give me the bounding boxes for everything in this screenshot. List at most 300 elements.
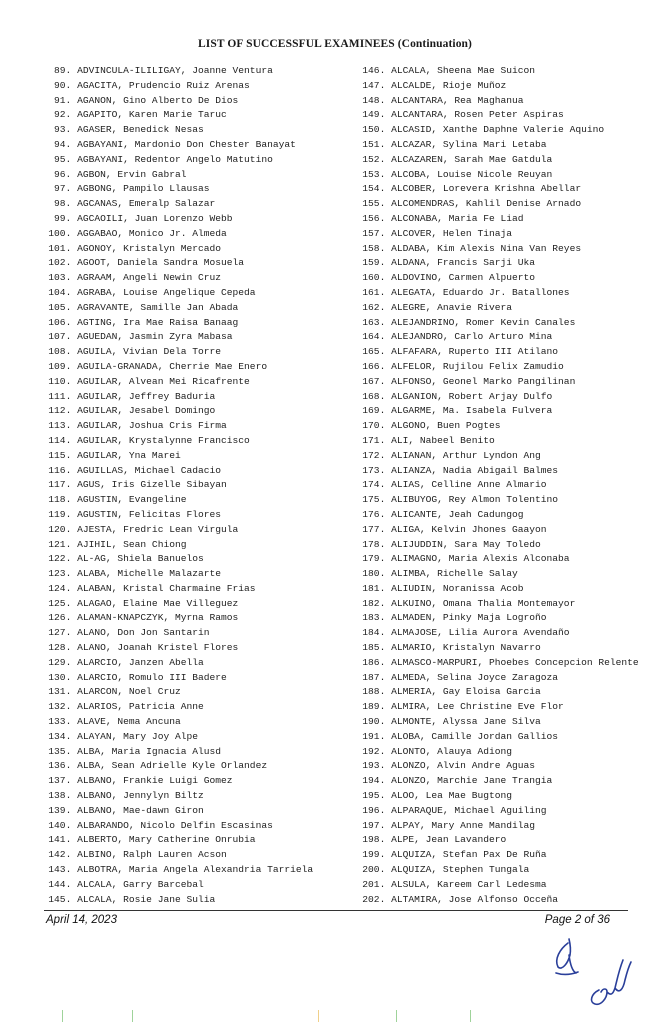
examinee-number: 115. bbox=[48, 449, 72, 461]
examinee-number: 165. bbox=[362, 346, 386, 358]
examinee-name: ALANO, Joanah Kristel Flores bbox=[77, 642, 239, 654]
examinee-number: 110. bbox=[48, 375, 72, 387]
examinee-name: AGUSTIN, Evangeline bbox=[77, 494, 187, 506]
examinee-number: 166. bbox=[362, 360, 386, 372]
examinee-row bbox=[46, 493, 313, 508]
examinee-number: 155. bbox=[362, 198, 386, 210]
examinee-name: ALEGRE, Anavie Rivera bbox=[391, 301, 512, 313]
examinee-number: 171. bbox=[362, 434, 386, 446]
examinee-name: ALQUIZA, Stefan Pax De Ruña bbox=[391, 849, 547, 861]
examinee-name: ALCOBER, Lorevera Krishna Abellar bbox=[391, 183, 582, 195]
examinee-row bbox=[360, 582, 639, 597]
examinee-number: 191. bbox=[362, 730, 386, 742]
examinee-name: ALPARAQUE, Michael Aguiling bbox=[391, 804, 547, 816]
examinee-number: 97. bbox=[54, 183, 72, 195]
examinee-row bbox=[46, 360, 313, 375]
examinee-row bbox=[360, 730, 639, 745]
examinee-row bbox=[360, 508, 639, 523]
examinee-number: 178. bbox=[362, 538, 386, 550]
examinee-number: 158. bbox=[362, 242, 386, 254]
examinee-number: 105. bbox=[48, 301, 72, 313]
examinee-number: 181. bbox=[362, 582, 386, 594]
examinee-name: AGASER, Benedick Nesas bbox=[77, 124, 204, 136]
examinee-row bbox=[46, 641, 313, 656]
examinee-row bbox=[46, 878, 313, 893]
examinee-row bbox=[46, 212, 313, 227]
examinee-row bbox=[360, 833, 639, 848]
examinee-list-left bbox=[46, 64, 313, 907]
examinee-number: 188. bbox=[362, 686, 386, 698]
examinee-name: AGRABA, Louise Angelique Cepeda bbox=[77, 286, 256, 298]
examinee-name: AGUILAR, Jesabel Domingo bbox=[77, 405, 216, 417]
examinee-name: ALAVE, Nema Ancuna bbox=[77, 716, 181, 728]
examinee-name: ALPAY, Mary Anne Mandilag bbox=[391, 819, 536, 831]
examinee-number: 121. bbox=[48, 538, 72, 550]
examinee-name: AGGABAO, Monico Jr. Almeda bbox=[77, 227, 227, 239]
examinee-row bbox=[46, 538, 313, 553]
examinee-name: ALCANTARA, Rea Maghanua bbox=[391, 94, 524, 106]
examinee-row bbox=[46, 434, 313, 449]
examinee-row bbox=[360, 863, 639, 878]
examinee-row bbox=[46, 582, 313, 597]
examinee-row bbox=[46, 774, 313, 789]
examinee-row bbox=[360, 256, 639, 271]
examinee-row bbox=[46, 64, 313, 79]
examinee-name: ALGANION, Robert Arjay Dulfo bbox=[391, 390, 553, 402]
examinee-number: 157. bbox=[362, 227, 386, 239]
examinee-name: AGCAOILI, Juan Lorenzo Webb bbox=[77, 212, 233, 224]
examinee-row bbox=[46, 597, 313, 612]
examinee-name: ALMADEN, Pinky Maja Logroño bbox=[391, 612, 547, 624]
examinee-row bbox=[46, 242, 313, 257]
examinee-number: 141. bbox=[48, 834, 72, 846]
examinee-number: 94. bbox=[54, 138, 72, 150]
examinee-row bbox=[360, 301, 639, 316]
examinee-row bbox=[360, 789, 639, 804]
examinee-name: ALIANZA, Nadia Abigail Balmes bbox=[391, 464, 559, 476]
examinee-name: ALOO, Lea Mae Bugtong bbox=[391, 790, 512, 802]
examinee-row bbox=[360, 538, 639, 553]
examinee-row bbox=[46, 227, 313, 242]
examinee-name: ALABAN, Kristal Charmaine Frias bbox=[77, 582, 256, 594]
examinee-name: AGUILAR, Alvean Mei Ricafrente bbox=[77, 375, 250, 387]
examinee-name: ALGONO, Buen Pogtes bbox=[391, 420, 501, 432]
examinee-name: ALGARME, Ma. Isabela Fulvera bbox=[391, 405, 553, 417]
examinee-row bbox=[46, 94, 313, 109]
examinee-name: ALCONABA, Maria Fe Liad bbox=[391, 212, 524, 224]
examinee-row bbox=[360, 404, 639, 419]
examinee-name: ALONZO, Alvin Andre Aguas bbox=[391, 760, 536, 772]
examinee-number: 95. bbox=[54, 153, 72, 165]
examinee-name: ALANO, Don Jon Santarin bbox=[77, 627, 210, 639]
examinee-name: AJESTA, Fredric Lean Virgula bbox=[77, 523, 239, 535]
examinee-number: 174. bbox=[362, 479, 386, 491]
examinee-name: AGBON, Ervin Gabral bbox=[77, 168, 187, 180]
examinee-name: ALIANAN, Arthur Lyndon Ang bbox=[391, 449, 541, 461]
examinee-name: ALBA, Sean Adrielle Kyle Orlandez bbox=[77, 760, 268, 772]
examinee-number: 176. bbox=[362, 508, 386, 520]
examinee-row bbox=[46, 79, 313, 94]
examinee-name: ALOBA, Camille Jordan Gallios bbox=[391, 730, 559, 742]
examinee-name: AGBAYANI, Redentor Angelo Matutino bbox=[77, 153, 273, 165]
examinee-name: ALABA, Michelle Malazarte bbox=[77, 568, 222, 580]
examinee-row bbox=[360, 79, 639, 94]
examinee-name: ALIMBA, Richelle Salay bbox=[391, 568, 518, 580]
examinee-name: ALCOVER, Helen Tinaja bbox=[391, 227, 512, 239]
examinee-number: 127. bbox=[48, 627, 72, 639]
examinee-row bbox=[360, 227, 639, 242]
signature-initial-2 bbox=[585, 950, 635, 1010]
footer-date: April 14, 2023 bbox=[46, 914, 117, 926]
examinee-name: ALSULA, Kareem Carl Ledesma bbox=[391, 878, 547, 890]
examinee-name: ALBERTO, Mary Catherine Onrubia bbox=[77, 834, 256, 846]
examinee-number: 167. bbox=[362, 375, 386, 387]
examinee-number: 180. bbox=[362, 568, 386, 580]
examinee-name: ALIBUYOG, Rey Almon Tolentino bbox=[391, 494, 559, 506]
examinee-row bbox=[46, 833, 313, 848]
examinee-number: 98. bbox=[54, 198, 72, 210]
examinee-number: 190. bbox=[362, 716, 386, 728]
examinee-number: 193. bbox=[362, 760, 386, 772]
examinee-name: ALMIRA, Lee Christine Eve Flor bbox=[391, 701, 564, 713]
examinee-row bbox=[46, 759, 313, 774]
examinee-row bbox=[360, 390, 639, 405]
examinee-row bbox=[46, 449, 313, 464]
examinee-row bbox=[360, 419, 639, 434]
examinee-row bbox=[360, 449, 639, 464]
examinee-row bbox=[360, 700, 639, 715]
examinee-row bbox=[46, 671, 313, 686]
examinee-name: AGUS, Iris Gizelle Sibayan bbox=[77, 479, 227, 491]
examinee-number: 154. bbox=[362, 183, 386, 195]
examinee-name: ALEGATA, Eduardo Jr. Batallones bbox=[391, 286, 570, 298]
examinee-row bbox=[360, 212, 639, 227]
examinee-row bbox=[46, 375, 313, 390]
examinee-row bbox=[360, 656, 639, 671]
examinee-number: 173. bbox=[362, 464, 386, 476]
examinee-number: 139. bbox=[48, 804, 72, 816]
page-title: LIST OF SUCCESSFUL EXAMINEES (Continuation) bbox=[198, 38, 472, 50]
examinee-name: AGUILLAS, Michael Cadacio bbox=[77, 464, 222, 476]
examinee-row bbox=[360, 375, 639, 390]
examinee-number: 100. bbox=[48, 227, 72, 239]
examinee-number: 200. bbox=[362, 864, 386, 876]
examinee-name: ALQUIZA, Stephen Tungala bbox=[391, 864, 530, 876]
examinee-row bbox=[46, 256, 313, 271]
examinee-name: ALEJANDRO, Carlo Arturo Mina bbox=[391, 331, 553, 343]
examinee-name: ALARIOS, Patricia Anne bbox=[77, 701, 204, 713]
examinee-list-right bbox=[360, 64, 639, 907]
examinee-row bbox=[360, 464, 639, 479]
examinee-row bbox=[360, 685, 639, 700]
examinee-number: 131. bbox=[48, 686, 72, 698]
examinee-name: ALMERIA, Gay Eloisa Garcia bbox=[391, 686, 541, 698]
examinee-number: 187. bbox=[362, 671, 386, 683]
examinee-name: ALTAMIRA, Jose Alfonso Occeña bbox=[391, 893, 559, 905]
examinee-number: 159. bbox=[362, 257, 386, 269]
examinee-number: 132. bbox=[48, 701, 72, 713]
examinee-row bbox=[360, 671, 639, 686]
examinee-name: ALARCON, Noel Cruz bbox=[77, 686, 181, 698]
examinee-number: 170. bbox=[362, 420, 386, 432]
examinee-row bbox=[360, 360, 639, 375]
examinee-number: 163. bbox=[362, 316, 386, 328]
examinee-row bbox=[360, 774, 639, 789]
examinee-number: 201. bbox=[362, 878, 386, 890]
examinee-name: AL-AG, Shiela Banuelos bbox=[77, 553, 204, 565]
examinee-number: 172. bbox=[362, 449, 386, 461]
examinee-number: 133. bbox=[48, 716, 72, 728]
examinee-name: ALBINO, Ralph Lauren Acson bbox=[77, 849, 227, 861]
examinee-row bbox=[360, 123, 639, 138]
examinee-name: AJIHIL, Sean Chiong bbox=[77, 538, 187, 550]
examinee-name: ADVINCULA-ILILIGAY, Joanne Ventura bbox=[77, 65, 273, 76]
examinee-number: 184. bbox=[362, 627, 386, 639]
examinee-row bbox=[46, 523, 313, 538]
examinee-name: ALDANA, Francis Sarji Uka bbox=[391, 257, 536, 269]
examinee-name: ALIUDIN, Noranissa Acob bbox=[391, 582, 524, 594]
examinee-number: 192. bbox=[362, 745, 386, 757]
examinee-row bbox=[360, 597, 639, 612]
examinee-row bbox=[360, 819, 639, 834]
examinee-name: ALCALA, Rosie Jane Sulia bbox=[77, 893, 216, 905]
examinee-row bbox=[360, 626, 639, 641]
examinee-row bbox=[46, 508, 313, 523]
examinee-name: ALBA, Maria Ignacia Alusd bbox=[77, 745, 222, 757]
examinee-number: 185. bbox=[362, 642, 386, 654]
examinee-number: 111. bbox=[48, 390, 72, 402]
examinee-name: AGBONG, Pampilo Llausas bbox=[77, 183, 210, 195]
examinee-row bbox=[360, 523, 639, 538]
scan-margin-marks bbox=[0, 1010, 670, 1024]
examinee-row bbox=[46, 419, 313, 434]
examinee-row bbox=[360, 345, 639, 360]
examinee-name: ALFELOR, Rujilou Felix Zamudio bbox=[391, 360, 564, 372]
examinee-row bbox=[46, 478, 313, 493]
examinee-row bbox=[46, 626, 313, 641]
examinee-name: ALCAZAR, Sylina Mari Letaba bbox=[391, 138, 547, 150]
examinee-number: 144. bbox=[48, 878, 72, 890]
examinee-name: ALONZO, Marchie Jane Trangia bbox=[391, 775, 553, 787]
examinee-name: ALMASCO-MARPURI, Phoebes Concepcion Relente bbox=[391, 656, 639, 668]
examinee-name: ALONTO, Alauya Adiong bbox=[391, 745, 512, 757]
examinee-number: 156. bbox=[362, 212, 386, 224]
examinee-row bbox=[360, 478, 639, 493]
examinee-row bbox=[46, 108, 313, 123]
examinee-name: AGUILAR, Joshua Cris Firma bbox=[77, 420, 227, 432]
examinee-name: AGCANAS, Emeralp Salazar bbox=[77, 198, 216, 210]
examinee-row bbox=[360, 804, 639, 819]
examinee-name: ALKUINO, Omana Thalia Montemayor bbox=[391, 597, 576, 609]
examinee-name: AGANON, Gino Alberto De Dios bbox=[77, 94, 239, 106]
examinee-number: 148. bbox=[362, 94, 386, 106]
examinee-number: 150. bbox=[362, 124, 386, 136]
examinee-name: ALFONSO, Geonel Marko Pangilinan bbox=[391, 375, 576, 387]
examinee-name: AGUILAR, Jeffrey Baduria bbox=[77, 390, 216, 402]
examinee-number: 104. bbox=[48, 286, 72, 298]
examinee-name: ALBANO, Mae-dawn Giron bbox=[77, 804, 204, 816]
examinee-number: 138. bbox=[48, 790, 72, 802]
examinee-name: AGAPITO, Karen Marie Taruc bbox=[77, 109, 227, 121]
examinee-number: 137. bbox=[48, 775, 72, 787]
examinee-row bbox=[360, 168, 639, 183]
examinee-row bbox=[360, 848, 639, 863]
examinee-number: 183. bbox=[362, 612, 386, 624]
examinee-number: 102. bbox=[48, 257, 72, 269]
signature-initial-1 bbox=[548, 935, 588, 979]
examinee-number: 161. bbox=[362, 286, 386, 298]
examinee-name: ALBANO, Jennylyn Biltz bbox=[77, 790, 204, 802]
examinee-row bbox=[46, 863, 313, 878]
examinee-row bbox=[360, 330, 639, 345]
examinee-number: 142. bbox=[48, 849, 72, 861]
examinee-row bbox=[360, 878, 639, 893]
examinee-number: 189. bbox=[362, 701, 386, 713]
examinee-number: 123. bbox=[48, 568, 72, 580]
examinee-name: ALBANO, Frankie Luigi Gomez bbox=[77, 775, 233, 787]
examinee-number: 146. bbox=[362, 65, 386, 76]
examinee-number: 106. bbox=[48, 316, 72, 328]
examinee-row bbox=[360, 242, 639, 257]
examinee-row bbox=[46, 789, 313, 804]
examinee-row bbox=[360, 64, 639, 79]
examinee-name: ALCALA, Garry Barcebal bbox=[77, 878, 204, 890]
examinee-row bbox=[46, 316, 313, 331]
examinee-number: 175. bbox=[362, 494, 386, 506]
examinee-row bbox=[46, 848, 313, 863]
examinee-number: 149. bbox=[362, 109, 386, 121]
examinee-row bbox=[46, 804, 313, 819]
examinee-number: 125. bbox=[48, 597, 72, 609]
examinee-number: 164. bbox=[362, 331, 386, 343]
examinee-name: ALCOMENDRAS, Kahlil Denise Arnado bbox=[391, 198, 582, 210]
page-number: Page 2 of 36 bbox=[544, 914, 610, 926]
examinee-number: 179. bbox=[362, 553, 386, 565]
examinee-name: AGONOY, Kristalyn Mercado bbox=[77, 242, 222, 254]
examinee-name: ALARCIO, Janzen Abella bbox=[77, 656, 204, 668]
examinee-name: ALCALA, Sheena Mae Suicon bbox=[391, 65, 536, 76]
examinee-number: 116. bbox=[48, 464, 72, 476]
examinee-name: ALCOBA, Louise Nicole Reuyan bbox=[391, 168, 553, 180]
examinee-number: 126. bbox=[48, 612, 72, 624]
examinee-row bbox=[46, 301, 313, 316]
examinee-name: ALIJUDDIN, Sara May Toledo bbox=[391, 538, 541, 550]
examinee-row bbox=[360, 153, 639, 168]
examinee-name: ALIAS, Celline Anne Almario bbox=[391, 479, 547, 491]
examinee-number: 92. bbox=[54, 109, 72, 121]
examinee-row bbox=[46, 123, 313, 138]
examinee-row bbox=[46, 286, 313, 301]
examinee-number: 124. bbox=[48, 582, 72, 594]
examinee-name: ALDOVINO, Carmen Alpuerto bbox=[391, 272, 536, 284]
examinee-row bbox=[46, 819, 313, 834]
examinee-number: 194. bbox=[362, 775, 386, 787]
examinee-row bbox=[360, 493, 639, 508]
examinee-row bbox=[46, 611, 313, 626]
examinee-number: 136. bbox=[48, 760, 72, 772]
examinee-row bbox=[360, 197, 639, 212]
examinee-name: ALCANTARA, Rosen Peter Aspiras bbox=[391, 109, 564, 121]
examinee-row bbox=[46, 656, 313, 671]
examinee-number: 202. bbox=[362, 893, 386, 905]
examinee-row bbox=[360, 108, 639, 123]
examinee-name: ALAMAN-KNAPCZYK, Myrna Ramos bbox=[77, 612, 239, 624]
examinee-row bbox=[46, 552, 313, 567]
examinee-name: ALI, Nabeel Benito bbox=[391, 434, 495, 446]
examinee-name: ALBARANDO, Nicolo Delfin Escasinas bbox=[77, 819, 273, 831]
examinee-number: 113. bbox=[48, 420, 72, 432]
examinee-name: AGUSTIN, Felicitas Flores bbox=[77, 508, 222, 520]
examinee-row bbox=[360, 94, 639, 109]
examinee-number: 119. bbox=[48, 508, 72, 520]
examinee-name: ALEJANDRINO, Romer Kevin Canales bbox=[391, 316, 576, 328]
examinee-name: ALPE, Jean Lavandero bbox=[391, 834, 507, 846]
examinee-number: 169. bbox=[362, 405, 386, 417]
examinee-number: 160. bbox=[362, 272, 386, 284]
examinee-name: ALBOTRA, Maria Angela Alexandria Tarriela bbox=[77, 864, 314, 876]
examinee-name: ALMAJOSE, Lilia Aurora Avendaño bbox=[391, 627, 570, 639]
examinee-name: ALDABA, Kim Alexis Nina Van Reyes bbox=[391, 242, 582, 254]
examinee-number: 143. bbox=[48, 864, 72, 876]
examinee-row bbox=[46, 730, 313, 745]
examinee-row bbox=[46, 715, 313, 730]
examinee-row bbox=[360, 567, 639, 582]
examinee-number: 108. bbox=[48, 346, 72, 358]
examinee-number: 112. bbox=[48, 405, 72, 417]
footer-divider bbox=[44, 910, 628, 911]
examinee-row bbox=[46, 153, 313, 168]
examinee-name: AGUILAR, Krystalynne Francisco bbox=[77, 434, 250, 446]
examinee-number: 117. bbox=[48, 479, 72, 491]
examinee-row bbox=[46, 700, 313, 715]
examinee-number: 101. bbox=[48, 242, 72, 254]
examinee-number: 99. bbox=[54, 212, 72, 224]
examinee-row bbox=[46, 168, 313, 183]
examinee-number: 103. bbox=[48, 272, 72, 284]
examinee-name: ALAYAN, Mary Joy Alpe bbox=[77, 730, 198, 742]
examinee-number: 147. bbox=[362, 79, 386, 91]
examinee-row bbox=[46, 197, 313, 212]
examinee-number: 153. bbox=[362, 168, 386, 180]
examinee-row bbox=[360, 182, 639, 197]
examinee-number: 91. bbox=[54, 94, 72, 106]
examinee-number: 199. bbox=[362, 849, 386, 861]
examinee-row bbox=[46, 390, 313, 405]
examinee-row bbox=[360, 434, 639, 449]
examinee-row bbox=[46, 685, 313, 700]
examinee-row bbox=[46, 567, 313, 582]
examinee-number: 120. bbox=[48, 523, 72, 535]
examinee-row bbox=[360, 759, 639, 774]
examinee-row bbox=[46, 330, 313, 345]
examinee-number: 140. bbox=[48, 819, 72, 831]
examinee-name: AGOOT, Daniela Sandra Mosuela bbox=[77, 257, 245, 269]
examinee-name: AGACITA, Prudencio Ruiz Arenas bbox=[77, 79, 250, 91]
examinee-number: 177. bbox=[362, 523, 386, 535]
examinee-number: 198. bbox=[362, 834, 386, 846]
examinee-name: ALCASID, Xanthe Daphne Valerie Aquino bbox=[391, 124, 605, 136]
examinee-number: 90. bbox=[54, 79, 72, 91]
examinee-row bbox=[360, 641, 639, 656]
examinee-name: ALMARIO, Kristalyn Navarro bbox=[391, 642, 541, 654]
examinee-number: 197. bbox=[362, 819, 386, 831]
examinee-name: ALIMAGNO, Maria Alexis Alconaba bbox=[391, 553, 570, 565]
examinee-number: 128. bbox=[48, 642, 72, 654]
examinee-name: AGUILA-GRANADA, Cherrie Mae Enero bbox=[77, 360, 268, 372]
examinee-name: AGUILAR, Yna Marei bbox=[77, 449, 181, 461]
examinee-number: 93. bbox=[54, 124, 72, 136]
examinee-number: 134. bbox=[48, 730, 72, 742]
